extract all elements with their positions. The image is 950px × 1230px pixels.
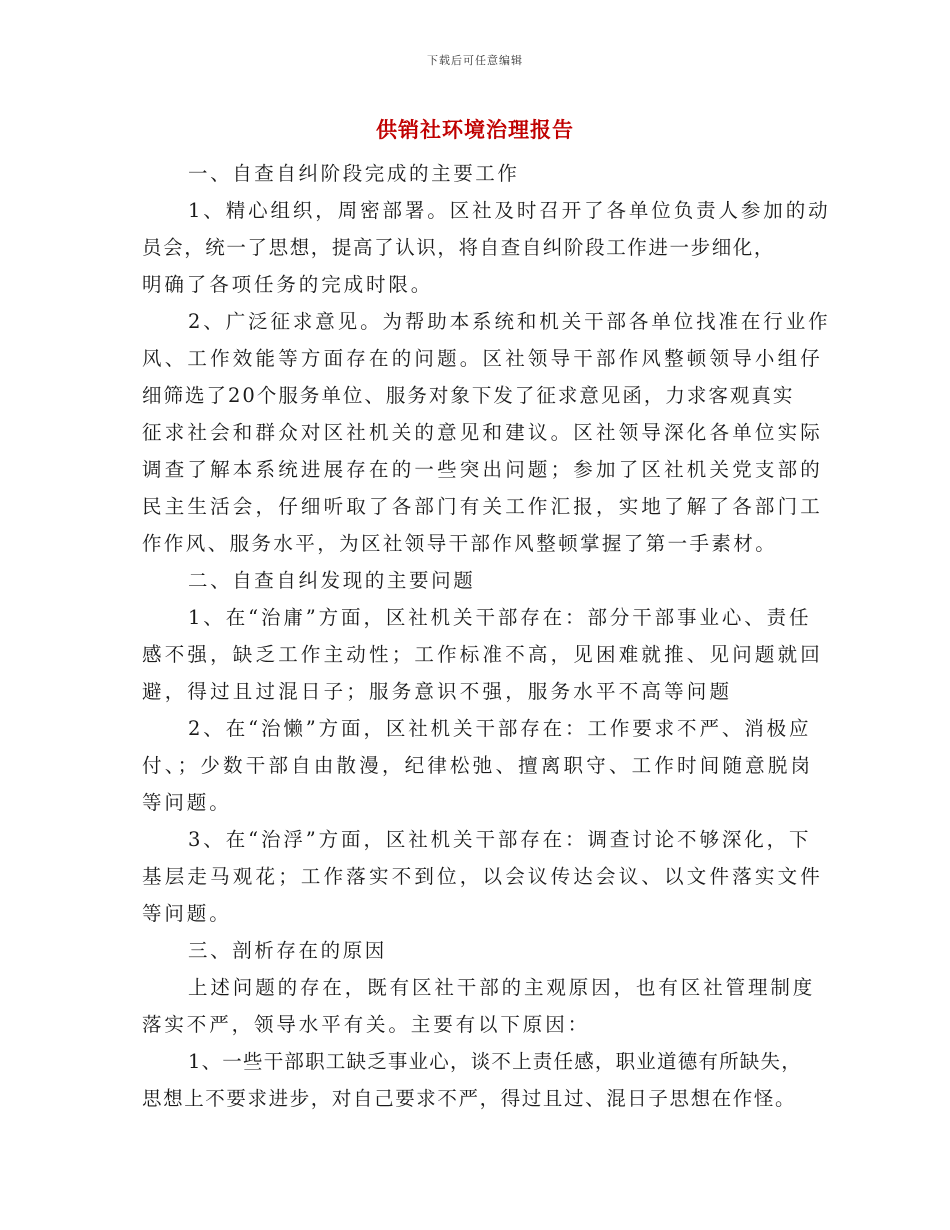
document-title: 供销社环境治理报告 — [376, 117, 574, 142]
section-heading: 三、剖析存在的原因 — [188, 939, 387, 962]
paragraph-line: 调查了解本系统进展存在的一些突出问题；参加了区社机关党支部的 — [142, 458, 824, 481]
paragraph-line: 征求社会和群众对区社机关的意见和建议。区社领导深化各单位实际 — [142, 421, 824, 444]
paragraph-line: 避，得过且过混日子；服务意识不强，服务水平不高等问题 — [142, 680, 733, 703]
paragraph-line: 基层走马观花；工作落实不到位，以会议传达会议、以文件落实文件 — [142, 865, 824, 888]
paragraph-line: 员会，统一了思想，提高了认识，将自查自纠阶段工作进一步细化， — [142, 236, 776, 259]
paragraph-line: 明确了各项任务的完成时限。 — [142, 273, 434, 296]
paragraph-line: 3、在“治浮”方面，区社机关干部存在：调查讨论不够深化，下 — [188, 828, 812, 851]
paragraph-line: 作作风、服务水平，为区社领导干部作风整顿掌握了第一手素材。 — [142, 532, 778, 555]
paragraph-line: 1、在“治庸”方面，区社机关干部存在：部分干部事业心、责任 — [188, 606, 812, 629]
paragraph-line: 等问题。 — [142, 902, 232, 925]
paragraph-line: 付、；少数干部自由散漫，纪律松弛、擅离职守、工作时间随意脱岗 — [142, 754, 814, 777]
paragraph-line: 等问题。 — [142, 791, 232, 814]
document-body — [142, 155, 832, 1117]
paragraph-line: 2、广泛征求意见。为帮助本系统和机关干部各单位找准在行业作 — [188, 310, 831, 333]
paragraph-line: 民主生活会，仔细听取了各部门有关工作汇报，实地了解了各部门工 — [142, 495, 824, 518]
paragraph-line: 风、工作效能等方面存在的问题。区社领导干部作风整顿领导小组仔 — [142, 347, 824, 370]
paragraph-line: 1、精心组织，周密部署。区社及时召开了各单位负责人参加的动 — [188, 199, 831, 222]
paragraph-line: 1、一些干部职工缺乏事业心，谈不上责任感，职业道德有所缺失， — [188, 1050, 802, 1073]
paragraph-line: 上述问题的存在，既有区社干部的主观原因，也有区社管理制度 — [188, 976, 816, 999]
paragraph-line: 落实不严，领导水平有关。主要有以下原因： — [142, 1013, 591, 1036]
paragraph-line: 2、在“治懒”方面，区社机关干部存在：工作要求不严、消极应 — [188, 717, 812, 740]
section-heading: 一、自查自纠阶段完成的主要工作 — [188, 162, 520, 185]
section-heading: 二、自查自纠发现的主要问题 — [188, 569, 476, 592]
paragraph-line: 细筛选了20个服务单位、服务对象下发了征求意见函，力求客观真实 — [142, 384, 795, 407]
paragraph-line: 感不强，缺乏工作主动性；工作标准不高，见困难就推、见问题就回 — [142, 643, 824, 666]
paragraph-line: 思想上不要求进步，对自己要求不严，得过且过、混日子思想在作怪。 — [142, 1087, 797, 1110]
page-header: 下载后可任意编辑 — [427, 54, 523, 67]
